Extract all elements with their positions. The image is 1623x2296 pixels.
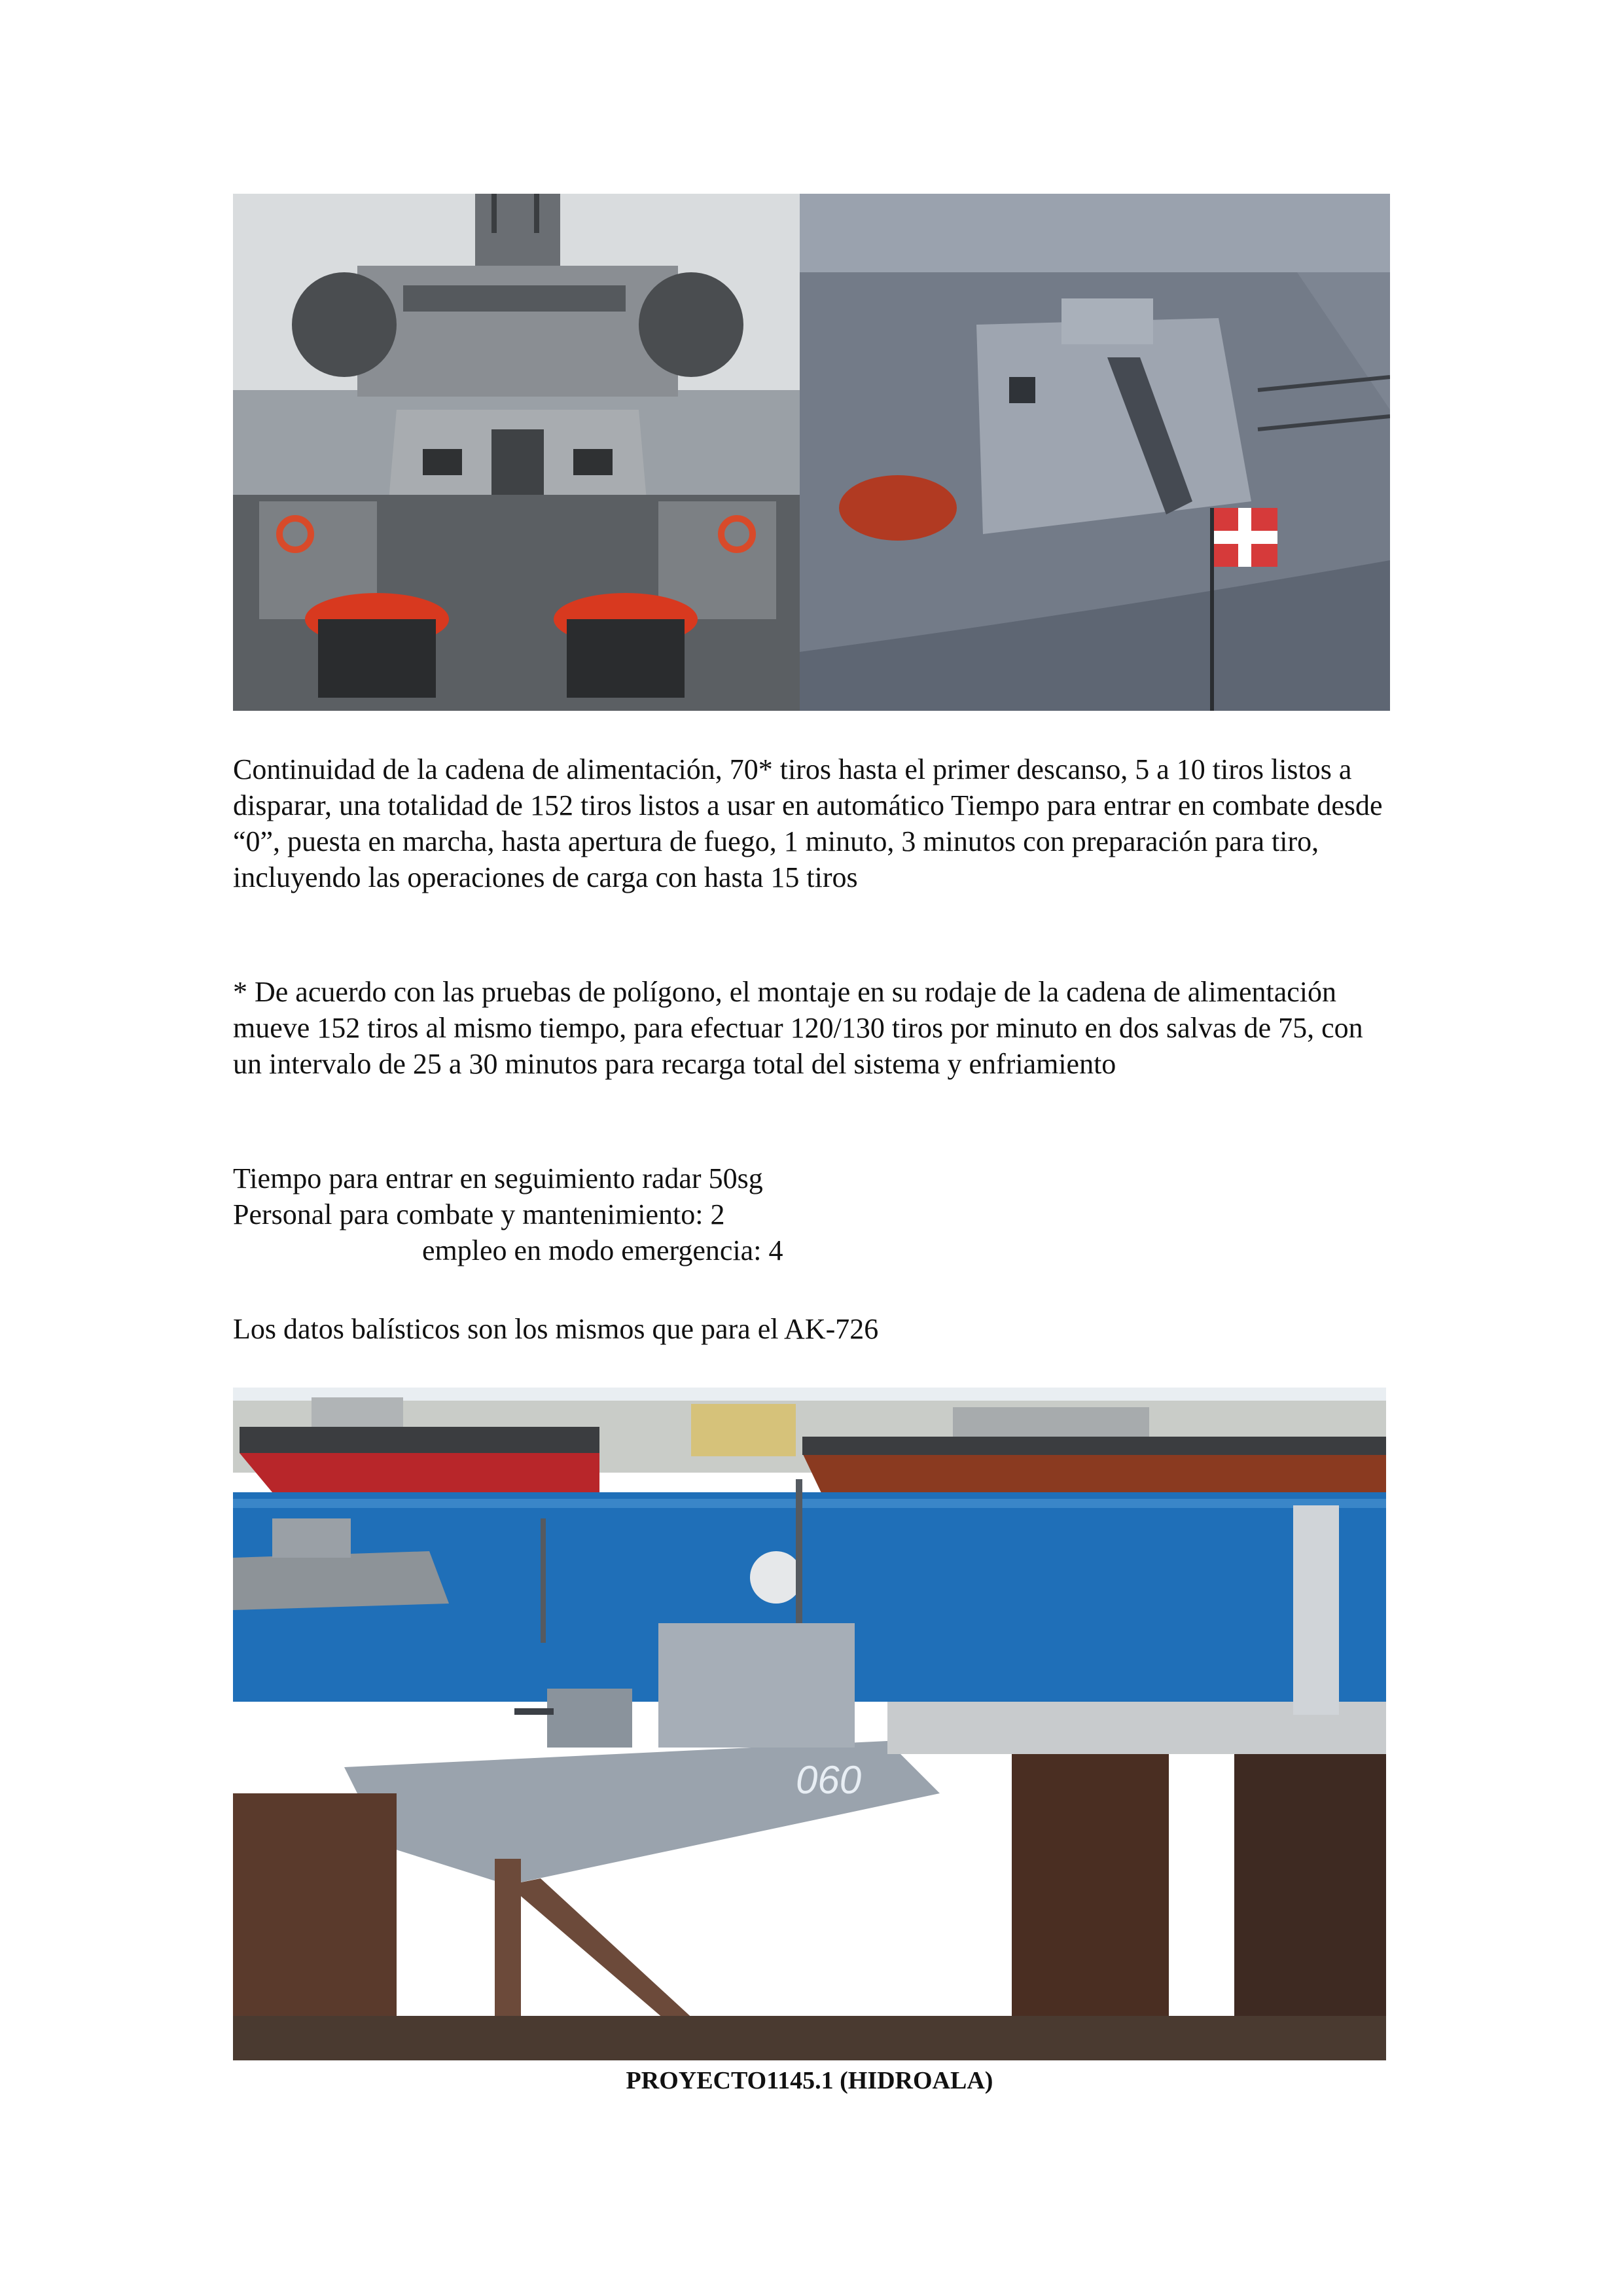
line-personnel-combat [233, 1196, 1391, 1232]
line-radar-tracking-time [233, 1160, 1391, 1196]
paragraph-text: empleo en modo emergencia: 4 [422, 1234, 783, 1266]
line-ballistic-data [233, 1311, 1391, 1347]
paragraph-text: Continuidad de la cadena de alimentación, 70* tiros hasta el primer descanso, 5 a 10 tiros listos a disparar, una totalidad de 152 tiros listos a usar en automático Tiempo para entrar en combate desde “0”, puesta en marcha, hasta apertura de fuego, 1 minuto, 3 minutos con preparación para tiro, incluyendo las operaciones de carga con hasta 15 tiros [233, 753, 1383, 893]
photo-gun-mount-side-view [800, 194, 1390, 711]
paragraph-footnote-tests [233, 974, 1391, 1082]
paragraph-text: Los datos balísticos son los mismos que para el AK-726 [233, 1313, 879, 1345]
paragraph-text: * De acuerdo con las pruebas de polígono, el montaje en su rodaje de la cadena de alimentación mueve 152 tiros al mismo tiempo, para efectuar 120/130 tiros por minuto en dos salvas de 75, con un intervalo de 25 a 30 minutos para recarga total del sistema y enfriamiento [233, 976, 1363, 1080]
paragraph-text: Personal para combate y mantenimiento: 2 [233, 1198, 725, 1230]
paragraph-text: Tiempo para entrar en seguimiento radar 50sg [233, 1162, 763, 1194]
photo-gun-mount-bow-view [233, 194, 800, 711]
line-personnel-emergency [233, 1232, 1580, 1268]
photo-hydrofoil-drydock [233, 1388, 1386, 2060]
photo-caption: PROYECTO1145.1 (HIDROALA) [626, 2067, 993, 2094]
hull-number: 060 [796, 1758, 862, 1802]
paragraph-feed-chain [233, 751, 1391, 895]
